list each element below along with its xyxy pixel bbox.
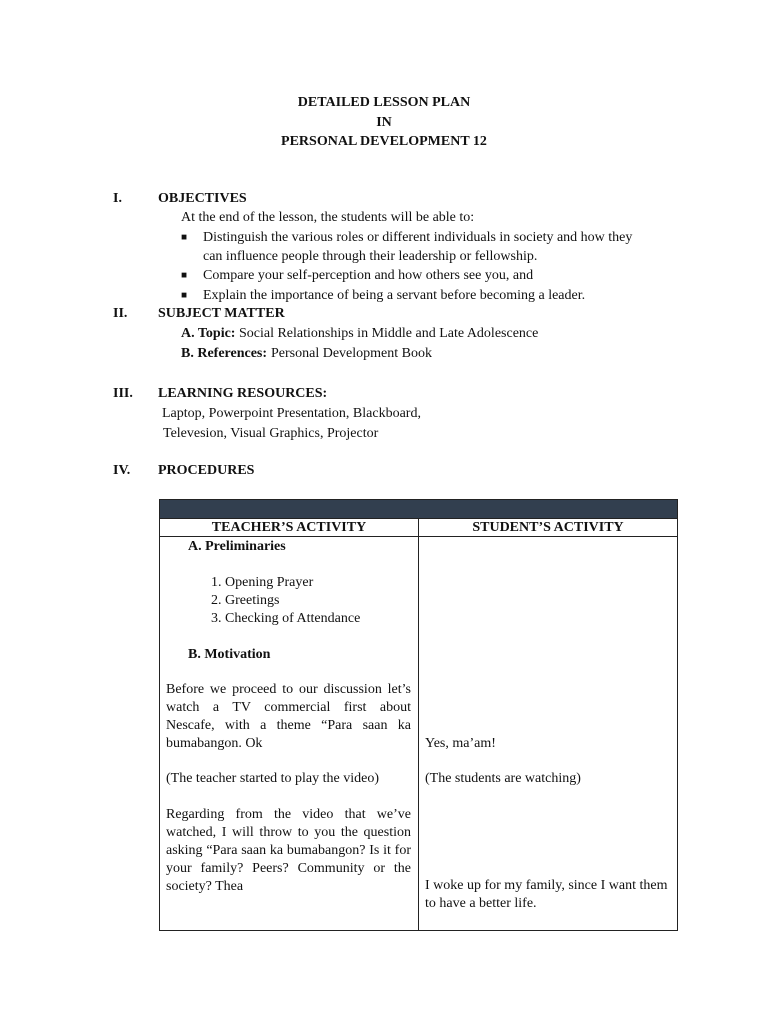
student-response-3: I woke up for my family, since I want them to have a better life. [425,878,668,911]
section-number-procedures: IV. [113,463,131,478]
section-heading-objectives: OBJECTIVES [158,191,247,206]
objective-item-1-line-1: Distinguish the various roles or different individuals in society and how they [203,230,633,245]
objective-item-1-line-2: can influence people through their leadership or fellowship. [203,249,538,264]
section-number-learning-resources: III. [113,386,133,401]
references-row [181,345,267,363]
prelim-item-1: 1. Opening Prayer [211,575,314,590]
title-line-2: IN [376,114,392,130]
section-number-subject-matter: II. [113,306,128,321]
student-response-2: (The students are watching) [425,771,581,786]
references-label: B. References: [181,346,268,361]
motivation-heading: B. Motivation [188,647,271,662]
teacher-paragraph-1: Before we proceed to our discussion let’s watch a TV commercial first about Nescafe, with a theme “Para saan ka bumabangon. Ok [166,682,411,751]
teacher-activity-header: TEACHER’S ACTIVITY [211,520,367,535]
references-value: Personal Development Book [271,346,432,361]
section-number-objectives: I. [113,191,122,206]
title-line-1: DETAILED LESSON PLAN [297,95,471,110]
topic-value: Social Relationships in Middle and Late Adolescence [235,326,539,341]
table-header-band [160,500,677,518]
bullet-icon: ■ [181,290,188,301]
teacher-paragraph-3: Regarding from the video that we’ve watched, I will throw to you the question asking “Para saan ka bumabangon? Is it for your family? Peers? Community or the society? Thea [166,807,411,894]
section-heading-procedures: PROCEDURES [158,463,255,478]
section-heading-subject-matter: SUBJECT MATTER [158,306,285,321]
section-heading-learning-resources: LEARNING RESOURCES: [158,386,328,401]
prelim-item-2: 2. Greetings [211,593,280,608]
bullet-icon: ■ [181,270,188,281]
student-activity-header: STUDENT’S ACTIVITY [472,520,624,535]
learning-resources-line-1: Laptop, Powerpoint Presentation, Blackboard, [162,406,421,421]
procedures-table [159,499,678,931]
bullet-icon: ■ [181,232,188,243]
learning-resources-line-2: Televesion, Visual Graphics, Projector [163,426,379,441]
topic-row [181,325,538,343]
preliminaries-heading: A. Preliminaries [188,539,286,554]
title-line-3: PERSONAL DEVELOPMENT 12 [281,134,487,149]
topic-label: A. Topic: [181,326,236,341]
objectives-intro: At the end of the lesson, the students will be able to: [181,210,475,225]
objective-item-3: Explain the importance of being a servant before becoming a leader. [203,288,586,303]
prelim-item-3: 3. Checking of Attendance [211,611,361,626]
document-title [0,93,768,152]
objective-item-2: Compare your self-perception and how others see you, and [203,268,534,283]
student-response-1: Yes, ma’am! [425,736,496,751]
teacher-paragraph-2: (The teacher started to play the video) [166,771,380,786]
